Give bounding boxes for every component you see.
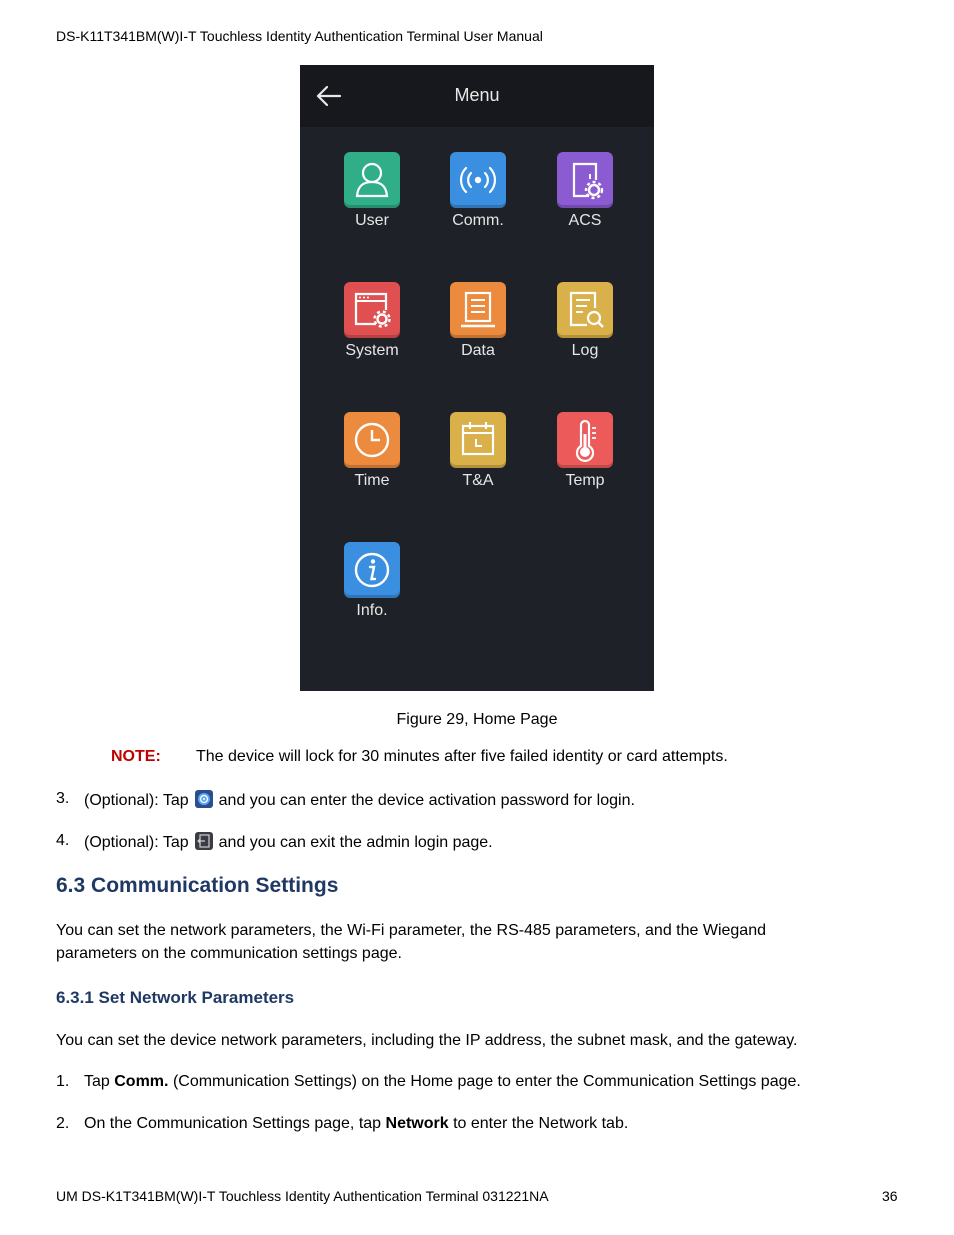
- device-screenshot: [300, 65, 654, 691]
- menu-tile-log[interactable]: [545, 282, 625, 360]
- step-text-bold: Comm.: [114, 1073, 169, 1090]
- step-text-pre: Tap: [84, 1073, 110, 1090]
- window-gear-icon: [344, 282, 400, 338]
- step-text-post: to enter the Network tab.: [453, 1115, 629, 1132]
- tile-label: Log: [571, 342, 599, 359]
- menu-tile-info[interactable]: [332, 542, 412, 620]
- tile-label: Time: [354, 472, 390, 489]
- step-text-post: (Communication Settings) on the Home page to enter the Communication Settings page.: [172, 1073, 801, 1090]
- section-intro-line-2: parameters on the communication settings page.: [56, 945, 402, 962]
- list-number: 3.: [56, 790, 70, 807]
- tile-label: Comm.: [452, 212, 504, 229]
- tile-label: Temp: [565, 472, 605, 489]
- section-heading: 6.3 Communication Settings: [56, 874, 339, 897]
- menu-tile-acs[interactable]: [545, 152, 625, 230]
- menu-tile-temp[interactable]: [545, 412, 625, 490]
- menu-tile-data[interactable]: [438, 282, 518, 360]
- step-text-bold: Network: [385, 1115, 449, 1132]
- step-text-post: and you can enter the device activation password for login.: [218, 792, 635, 809]
- tile-label: User: [355, 212, 389, 229]
- list-item: [56, 832, 493, 851]
- figure-caption: Figure 29, Home Page: [396, 711, 558, 728]
- step-text-pre: (Optional): Tap: [84, 792, 189, 809]
- list-number: 2.: [56, 1115, 70, 1132]
- tile-label: T&A: [462, 472, 494, 489]
- info-icon: [344, 542, 400, 598]
- list-item: [56, 1073, 801, 1091]
- list-number: 1.: [56, 1073, 70, 1090]
- subsection-heading: 6.3.1 Set Network Parameters: [56, 988, 295, 1007]
- door-gear-icon: [557, 152, 613, 208]
- section-intro-line-1: You can set the network parameters, the Wi-Fi parameter, the RS-485 parameters, and the Wiegand: [56, 922, 766, 939]
- tile-label: Data: [461, 342, 495, 359]
- page-number: 36: [882, 1188, 898, 1204]
- note-label: NOTE:: [111, 748, 161, 765]
- menu-tile-ta[interactable]: [438, 412, 518, 490]
- footer-doc-id: UM DS-K1T341BM(W)I-T Touchless Identity Authentication Terminal 031221NA: [56, 1188, 549, 1204]
- device-title-bar: [300, 65, 654, 127]
- menu-title: Menu: [454, 85, 500, 105]
- document-header: DS-K11T341BM(W)I-T Touchless Identity Authentication Terminal User Manual: [56, 28, 543, 44]
- step-text-pre: On the Communication Settings page, tap: [84, 1115, 382, 1132]
- calendar-icon: [450, 412, 506, 468]
- list-item: [56, 790, 635, 809]
- activation-icon: [195, 790, 213, 808]
- tile-label: ACS: [568, 212, 602, 229]
- subsection-intro: You can set the device network parameters, including the IP address, the subnet mask, and the gateway.: [56, 1032, 798, 1049]
- thermometer-icon: [557, 412, 613, 468]
- user-icon: [344, 152, 400, 208]
- wireless-icon: [450, 152, 506, 208]
- step-text-pre: (Optional): Tap: [84, 834, 189, 851]
- tile-label: System: [345, 342, 399, 359]
- tile-label: Info.: [356, 602, 388, 619]
- note-text: The device will lock for 30 minutes after five failed identity or card attempts.: [196, 748, 728, 765]
- menu-tile-system[interactable]: [332, 282, 412, 360]
- document-icon: [450, 282, 506, 338]
- menu-tile-user[interactable]: [332, 152, 412, 230]
- log-search-icon: [557, 282, 613, 338]
- clock-icon: [344, 412, 400, 468]
- step-text-post: and you can exit the admin login page.: [218, 834, 493, 851]
- menu-tile-comm[interactable]: [438, 152, 518, 230]
- exit-icon: [195, 832, 213, 850]
- menu-tile-time[interactable]: [332, 412, 412, 490]
- list-number: 4.: [56, 832, 70, 849]
- list-item: [56, 1115, 629, 1133]
